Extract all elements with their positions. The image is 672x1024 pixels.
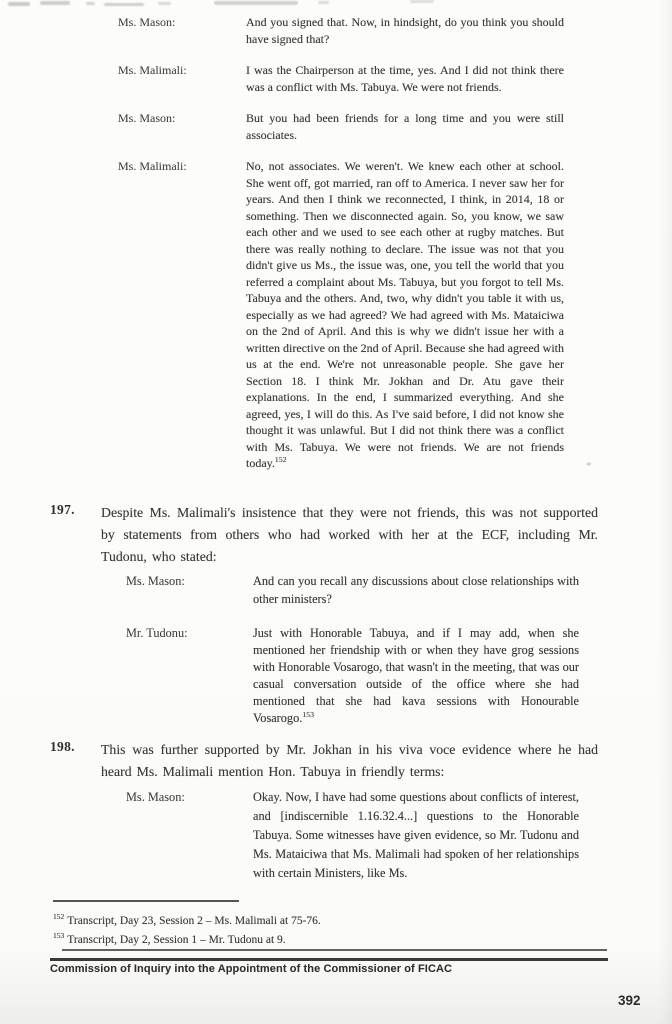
dialogue-text: And can you recall any discussions about close relationships with other ministers?	[253, 574, 579, 606]
paragraph-text: This was further supported by Mr. Jokhan in his viva voce evidence where he had heard Ms. Malimali mention Hon. Tabuya in friendly terms:	[101, 742, 598, 779]
dialogue-text: And you signed that. Now, in hindsight, do you think you should have signed that?	[246, 15, 564, 46]
scan-edge-shading	[658, 0, 672, 1024]
transcript-entry	[118, 158, 568, 472]
speaker-label: Ms. Mason:	[118, 111, 176, 125]
speaker-label: Ms. Malimali:	[118, 159, 187, 173]
transcript-entry	[126, 788, 586, 883]
scan-artifact	[40, 1, 70, 5]
paragraph-number: 197.	[50, 502, 75, 517]
scan-artifact	[318, 1, 329, 4]
scan-artifact	[86, 2, 95, 5]
footnote-text: Transcript, Day 2, Session 1 – Mr. Tudonu at 9.	[67, 934, 286, 946]
scan-speck: *	[586, 460, 592, 472]
transcript-entry	[126, 572, 586, 608]
paragraph-text: Despite Ms. Malimali's insistence that they were not friends, this was not supported by statements from others who had worked with her at the ECF, including Mr. Tudonu, who stated:	[101, 505, 598, 564]
scan-line	[50, 958, 608, 961]
transcript-block-continued	[118, 14, 568, 487]
dialogue-text: I was the Chairperson at the time, yes. And I did not think there was a conflict with Ms. Tabuya. We were not friends.	[246, 63, 564, 94]
transcript-entry	[118, 14, 568, 47]
footnote-ref-153: 153	[302, 709, 315, 719]
footnote-152	[53, 912, 613, 927]
page-number: 392	[618, 993, 641, 1008]
transcript-block-197	[126, 572, 586, 608]
transcript-entry	[126, 625, 586, 727]
scan-artifact	[158, 2, 171, 5]
dialogue-text: But you had been friends for a long time and you were still associates.	[246, 111, 564, 142]
footnote-153	[53, 931, 613, 946]
scan-artifact	[8, 2, 30, 6]
speaker-label: Mr. Tudonu:	[126, 626, 188, 640]
scan-artifact	[104, 3, 144, 6]
footnote-text: Transcript, Day 23, Session 2 – Ms. Malimali at 75-76.	[67, 915, 321, 927]
transcript-block-198	[126, 788, 586, 883]
footnote-marker: 153	[53, 931, 65, 941]
speaker-label: Ms. Malimali:	[118, 63, 187, 77]
dialogue-text: Okay. Now, I have had some questions about conflicts of interest, and [indiscernible 1.16.32.4...] questions to the Honorable Tabuya. Some witnesses have given evidence, so Mr. Tudonu and Ms. Mataiciwa that Ms. Malimali had spoken of her relationships with certain Ministers, like Ms.	[253, 790, 579, 880]
transcript-block-197	[126, 625, 586, 727]
scan-artifact	[214, 1, 298, 5]
numbered-paragraph-198	[50, 739, 598, 783]
dialogue-text	[246, 158, 564, 472]
dialogue-text-body: No, not associates. We weren't. We knew each other at school. She went off, got married, ran off to America. I never saw her for years. And then I think we reconnected, I think, in 2014, 18 or something. Then we disconnected again. So, you know, we saw each other and we used to see each other at rugby matches. But there was really nothing to declare. The issue was not that you didn't give us Ms., the issue was, one, you tell the world that you referred a complaint about Ms. Tabuya, but you forgot to tell Ms. Tabuya and the others. And, two, why didn't you table it with us, especially as we had agreed? We had agreed with Ms. Mataiciwa on the 2nd of April. And this is why we didn't issue her with a written directive on the 2nd of April. Because she had agreed with us at the end. We're not unreasonable people. She gave her Section 18. I think Mr. Jokhan and Dr. Atu gave their explanations. In the end, I summarized everything. And she agreed, yes, I will do this. As I've said before, I did not know she thought it was unlawful. But I did not think there was a conflict with Ms. Tabuya. We were not friends. We are not friends today.	[246, 159, 564, 470]
speaker-label: Ms. Mason:	[126, 790, 185, 804]
transcript-entry	[118, 110, 568, 143]
dialogue-text-body: Just with Honorable Tabuya, and if I may add, when she mentioned her friendship with or when they have grog sessions with Honorable Vosarogo, that wasn't in the meeting, that was our casual conversation outside of the office where she had mentioned that she had kava sessions with Honourable Vosarogo.	[253, 626, 579, 725]
footer-title: Commission of Inquiry into the Appointment of the Commissioner of FICAC	[50, 963, 453, 975]
footnote-marker: 152	[53, 912, 65, 922]
dialogue-text	[253, 625, 579, 727]
scan-line	[62, 949, 607, 951]
scan-artifact	[410, 0, 434, 3]
speaker-label: Ms. Mason:	[126, 574, 185, 588]
transcript-entry	[118, 62, 568, 95]
paragraph-number: 198.	[50, 739, 75, 754]
footnote-ref-152: 152	[274, 455, 287, 464]
footnote-separator-line	[53, 900, 239, 902]
numbered-paragraph-197	[50, 502, 598, 568]
speaker-label: Ms. Mason:	[118, 15, 176, 29]
